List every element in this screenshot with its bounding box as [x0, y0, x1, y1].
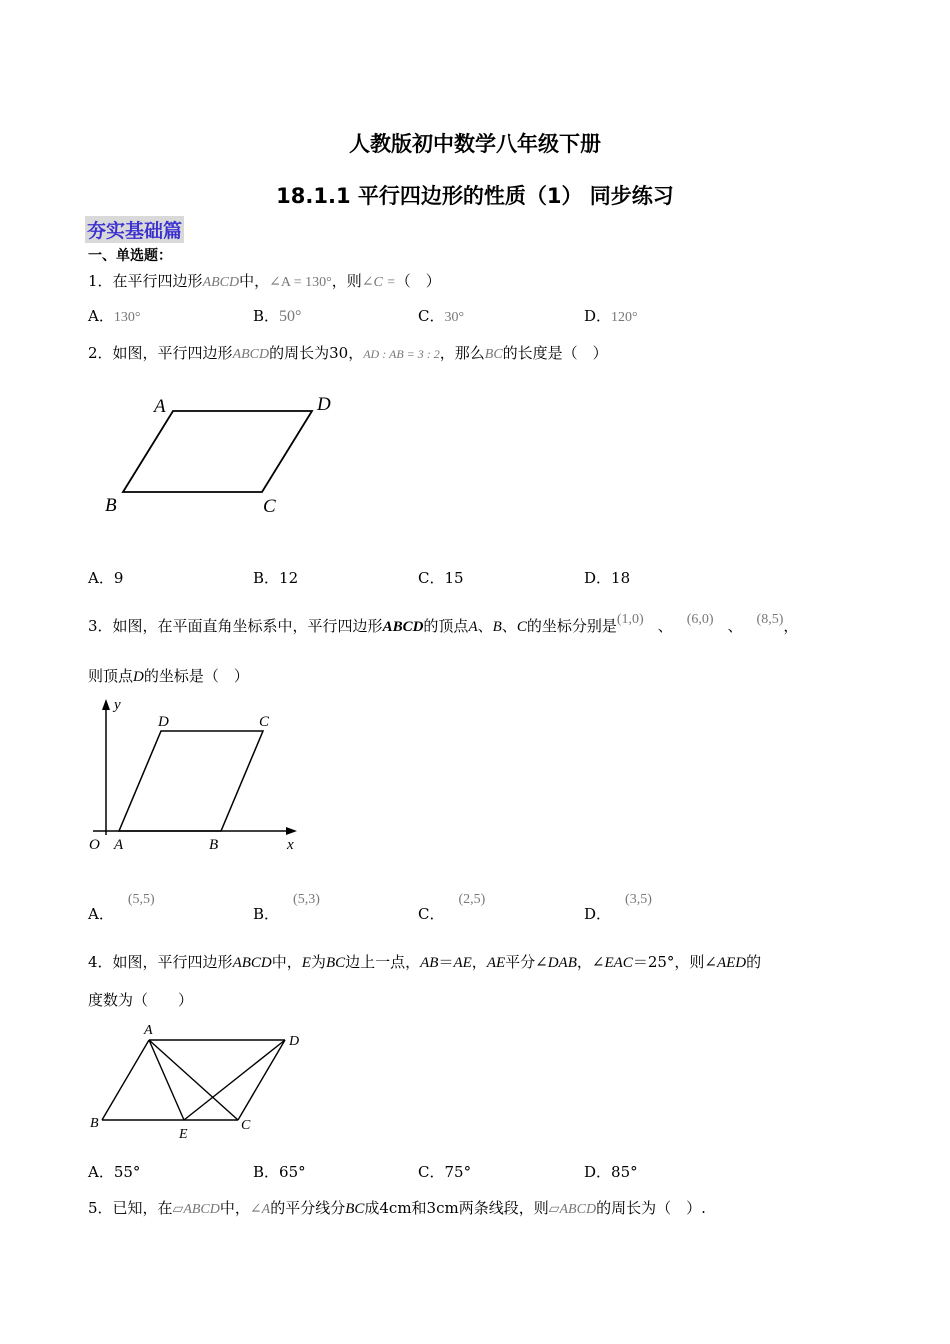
option-letter: B．: [253, 905, 280, 923]
option-letter: C．: [418, 307, 445, 325]
q4-text-1: 如图，平行四边形: [112, 953, 233, 971]
q5-math-1: ▱ABCD: [172, 1202, 220, 1217]
q5-math-3: BC: [345, 1201, 365, 1217]
segment-ed: [184, 1040, 285, 1120]
question-3-line-2: [88, 665, 249, 686]
option-letter: C．: [418, 905, 445, 923]
option-value: (3,5): [625, 892, 652, 907]
q1-option-a: [88, 305, 140, 326]
question-4: [88, 951, 761, 972]
option-letter: D．: [584, 569, 612, 587]
segment-ac: [149, 1040, 238, 1120]
q2-option-d: [584, 567, 630, 588]
vertex-label-e: E: [179, 1127, 188, 1142]
question-number: 5．: [88, 1199, 113, 1217]
vertex-label-b: B: [90, 1116, 99, 1131]
side-cd: [238, 1040, 285, 1120]
q2-figure: [95, 390, 355, 520]
q3-text-6: ，: [783, 617, 799, 635]
option-letter: B．: [253, 307, 280, 325]
q4-math-6: AE: [486, 955, 506, 971]
option-value: 12: [279, 569, 299, 587]
option-value: 50°: [279, 308, 302, 325]
q2-option-c: [418, 567, 464, 588]
q2-math-1: ABCD: [232, 347, 270, 362]
q3-coord-a: (1,0): [616, 612, 644, 627]
q3-option-d: [584, 892, 652, 924]
question-number: 4．: [88, 953, 113, 971]
question-number: 3．: [88, 617, 113, 635]
q5-math-2: ∠A: [249, 1202, 271, 1217]
q4-math-1: ABCD: [232, 955, 272, 971]
q5-math-4: ▱ABCD: [548, 1202, 597, 1217]
option-letter: D．: [584, 307, 612, 325]
q2-text-2: 的周长为30，: [269, 344, 364, 362]
vertex-label-d: D: [289, 1034, 300, 1049]
q4-math-8: EAC: [604, 955, 633, 971]
axis-label-y: y: [114, 697, 121, 713]
q4-text-4: 边上一点，: [345, 953, 421, 971]
q2-option-a: [88, 567, 123, 588]
lesson-title: 18.1.1 平行四边形的性质（1） 同步练习: [276, 184, 674, 208]
option-value: 30°: [444, 310, 465, 325]
q4-math-2: E: [301, 955, 311, 971]
q1-option-d: [584, 305, 638, 326]
y-axis-arrow: [102, 699, 110, 710]
parallelogram-shape: [119, 731, 263, 831]
q1-text-4: （ ）: [395, 272, 441, 290]
q2-math-3: BC: [484, 347, 503, 362]
q3-bold-1: ABCD: [382, 619, 424, 635]
q1-option-c: [418, 305, 464, 326]
question-1: [88, 270, 441, 291]
q4-option-a: [88, 1161, 140, 1182]
question-5: [88, 1197, 706, 1218]
q4-option-c: [418, 1161, 471, 1182]
q5-text-3: 的平分线分: [270, 1199, 346, 1217]
q2-text-3: ，那么: [439, 344, 485, 362]
q1-text-3: ，则: [331, 272, 362, 290]
q3-text-5: 的坐标分别是: [526, 617, 617, 635]
section-label: 夯实基础篇: [85, 216, 184, 243]
q4-option-b: [253, 1161, 306, 1182]
q3-text-3: 、: [477, 617, 493, 635]
vertex-label-a: A: [114, 837, 124, 853]
q3-coord-c: (8,5): [756, 612, 784, 627]
option-letter: B．: [253, 569, 280, 587]
option-value: (5,3): [293, 892, 320, 907]
q2-math-2: AD : AB = 3 : 2: [363, 347, 440, 361]
option-letter: C．: [418, 1163, 445, 1181]
q3-text-4: 、: [501, 617, 517, 635]
option-letter: A．: [88, 307, 114, 325]
q4-math-7: DAB: [547, 955, 577, 971]
q5-text-1: 已知，在: [112, 1199, 173, 1217]
q3-text-2: 的顶点: [423, 617, 469, 635]
q3-sep-2: 、: [727, 617, 743, 635]
option-letter: B．: [253, 1163, 280, 1181]
q4-option-d: [584, 1161, 638, 1182]
vertex-label-c: C: [259, 714, 270, 730]
option-letter: D．: [584, 1163, 612, 1181]
option-value: 120°: [611, 310, 638, 325]
vertex-label-b: B: [105, 495, 117, 516]
question-number: 1．: [88, 272, 113, 290]
option-letter: A．: [88, 1163, 114, 1181]
q3-bold-4: C: [516, 619, 527, 635]
x-axis-arrow: [286, 827, 297, 835]
question-number: 2．: [88, 344, 113, 362]
q3-line2-point: D: [133, 669, 144, 685]
q4-math-3: BC: [325, 955, 346, 971]
q1-math-3: ∠C =: [361, 275, 396, 290]
q1-text-1: 在平行四边形: [112, 272, 203, 290]
vertex-label-a: A: [144, 1023, 153, 1038]
vertex-label-d: D: [317, 394, 331, 415]
option-value: 9: [113, 569, 124, 587]
q1-option-b: [253, 305, 301, 326]
q4-math-9: AED: [716, 955, 747, 971]
q4-text-6: ，: [471, 953, 487, 971]
q2-text-4: 的长度是（ ）: [502, 344, 608, 362]
option-letter: C．: [418, 569, 445, 587]
q1-math-1: ABCD: [202, 275, 240, 290]
vertex-label-a: A: [154, 396, 166, 417]
q4-figure: [85, 1018, 315, 1143]
vertex-label-d: D: [158, 714, 169, 730]
side-ab: [102, 1040, 149, 1120]
page-title: 人教版初中数学八年级下册: [349, 132, 601, 156]
option-value: 65°: [279, 1163, 306, 1181]
origin-label: O: [89, 837, 100, 853]
vertex-label-c: C: [241, 1118, 251, 1133]
q3-option-b: [253, 892, 320, 924]
q3-option-c: [418, 892, 486, 924]
question-3: [88, 612, 799, 636]
option-value: 85°: [611, 1163, 638, 1181]
segment-ae: [149, 1040, 184, 1120]
q1-math-2: ∠A = 130°: [269, 275, 332, 290]
q4-math-5: AE: [453, 955, 472, 971]
q3-line2-text-1: 则顶点: [88, 667, 134, 685]
q4-text-9: ＝25°，则∠: [632, 953, 717, 971]
option-value: 55°: [113, 1163, 141, 1181]
q5-text-5: 的周长为（ ）.: [596, 1199, 706, 1217]
parallelogram-shape: [123, 411, 312, 492]
q3-text-1: 如图，在平面直角坐标系中，平行四边形: [112, 617, 383, 635]
q5-text-2: 中，: [219, 1199, 250, 1217]
question-4-line-2: 度数为（ ）: [88, 991, 194, 1009]
q3-option-a: [88, 892, 155, 924]
q4-text-10: 的: [746, 953, 762, 971]
axis-label-x: x: [287, 837, 294, 853]
q4-math-4: AB: [420, 955, 439, 971]
q4-text-7: 平分∠: [505, 953, 548, 971]
option-value: 75°: [444, 1163, 472, 1181]
q2-text-1: 如图，平行四边形: [112, 344, 233, 362]
q4-text-3: 为: [310, 953, 326, 971]
option-value: 18: [611, 569, 631, 587]
subsection-label: 一、单选题：: [88, 248, 172, 264]
q3-coord-b: (6,0): [686, 612, 714, 627]
option-value: (2,5): [458, 892, 486, 907]
q2-option-b: [253, 567, 298, 588]
q3-bold-2: A: [468, 619, 478, 635]
option-letter: A．: [88, 905, 114, 923]
option-letter: D．: [584, 905, 612, 923]
vertex-label-b: B: [209, 837, 219, 853]
question-2: [88, 342, 608, 363]
option-letter: A．: [88, 569, 114, 587]
option-value: (5,5): [127, 892, 155, 907]
q3-bold-3: B: [492, 619, 502, 635]
q1-text-2: 中，: [239, 272, 270, 290]
option-value: 130°: [113, 310, 141, 325]
q3-sep-1: 、: [657, 617, 673, 635]
q4-text-2: 中，: [271, 953, 302, 971]
q3-coordinate-figure: [85, 695, 315, 860]
q3-line2-text-2: 的坐标是（ ）: [143, 667, 249, 685]
q4-text-8: ，∠: [576, 953, 605, 971]
q4-text-5: ＝: [438, 953, 454, 971]
q5-text-4: 成4cm和3cm两条线段，则: [364, 1199, 549, 1217]
vertex-label-c: C: [263, 496, 276, 517]
option-value: 15: [444, 569, 464, 587]
